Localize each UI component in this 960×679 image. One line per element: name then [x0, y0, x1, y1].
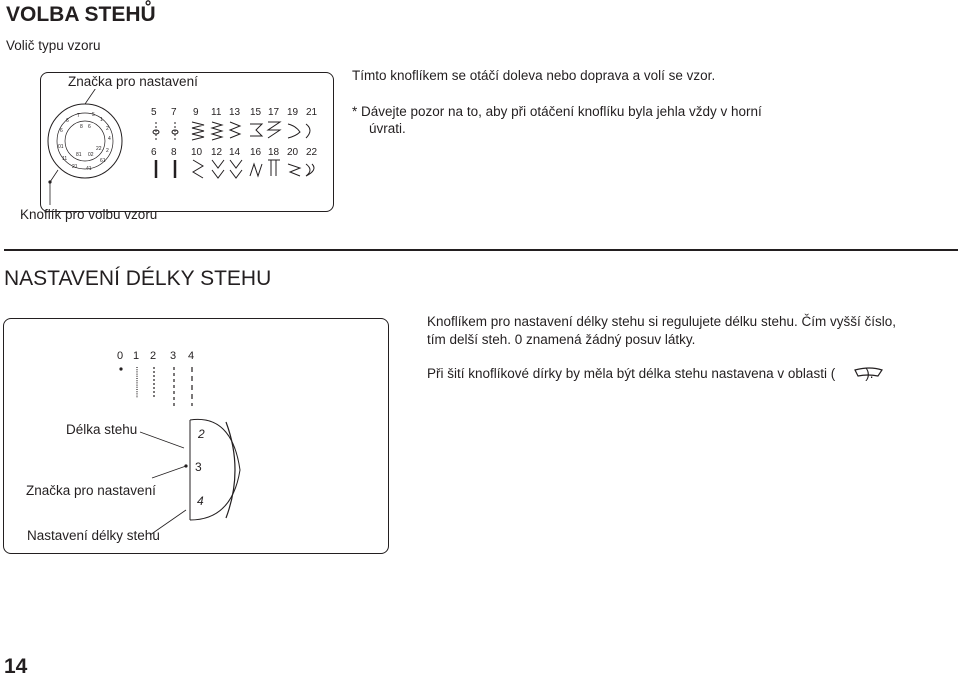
pattern-number-20: 20	[287, 147, 299, 158]
section-title-stitch-length: NASTAVENÍ DÉLKY STEHU	[4, 267, 272, 290]
svg-text:5: 5	[92, 112, 95, 118]
pattern-number-6: 6	[151, 147, 157, 158]
buttonhole-paragraph-text: Při šití knoflíkové dírky by měla být délka stehu nastavena v oblasti (	[427, 366, 836, 381]
pattern-number-22: 22	[306, 147, 318, 158]
svg-text:1: 1	[100, 117, 103, 123]
scale-number-4: 4	[188, 350, 195, 362]
dial-number-3: 3	[195, 460, 202, 474]
svg-text:2: 2	[106, 126, 109, 132]
svg-text:81: 81	[76, 152, 82, 158]
label-setting-mark: Značka pro nastavení	[68, 74, 198, 89]
label-stitch-length: Délka stehu	[66, 422, 138, 437]
pattern-number-9: 9	[193, 107, 199, 118]
pattern-number-10: 10	[191, 147, 203, 158]
scale-number-2: 2	[150, 350, 157, 362]
svg-text:21: 21	[72, 164, 78, 170]
needle-position-note: * Dávejte pozor na to, aby při otáčení knoflíku byla jehla vždy v horní	[352, 104, 762, 119]
label-pattern-knob: Knoflík pro volbu vzoru	[20, 207, 158, 222]
svg-text:4: 4	[108, 136, 111, 142]
pattern-number-16: 16	[250, 147, 262, 158]
dial-number-2: 2	[198, 427, 205, 441]
page-number: 14	[4, 655, 28, 678]
pattern-number-14: 14	[229, 147, 241, 158]
stitch-length-paragraph-line1: Knoflíkem pro nastavení délky stehu si regulujete délku stehu. Čím vyšší číslo,	[427, 314, 896, 329]
section-title-stitch-selection: VOLBA STEHŮ	[6, 3, 156, 26]
svg-text:2: 2	[106, 148, 109, 154]
svg-text:11: 11	[62, 156, 68, 162]
pattern-number-18: 18	[268, 147, 280, 158]
svg-text:8: 8	[80, 124, 83, 130]
pattern-number-8: 8	[171, 147, 177, 158]
pattern-number-7: 7	[171, 107, 177, 118]
pattern-number-17: 17	[268, 107, 280, 118]
pattern-number-13: 13	[229, 107, 241, 118]
section-divider	[4, 249, 958, 251]
svg-text:6: 6	[66, 118, 69, 124]
svg-text:61: 61	[100, 158, 106, 164]
buttonhole-paragraph	[427, 366, 873, 381]
svg-text:41: 41	[86, 166, 92, 172]
pattern-number-12: 12	[211, 147, 223, 158]
stitch-length-illustration-frame	[3, 318, 389, 554]
pattern-number-19: 19	[287, 107, 299, 118]
label-stitch-length-knob: Nastavení délky stehu	[27, 528, 160, 543]
svg-text:22: 22	[96, 146, 102, 152]
scale-number-3: 3	[170, 350, 177, 362]
pattern-number-21: 21	[306, 107, 318, 118]
pattern-number-15: 15	[250, 107, 262, 118]
pattern-knob-description: Tímto knoflíkem se otáčí doleva nebo doprava a volí se vzor.	[352, 68, 716, 83]
scale-number-1: 1	[133, 350, 140, 362]
label-setting-mark-length: Značka pro nastavení	[26, 483, 156, 498]
needle-position-note-continued: úvrati.	[369, 121, 406, 136]
svg-text:6: 6	[88, 124, 91, 130]
svg-text:02: 02	[88, 152, 94, 158]
pattern-number-11: 11	[211, 107, 222, 118]
dial-number-4: 4	[197, 494, 204, 508]
svg-text:6: 6	[60, 128, 63, 134]
pattern-number-5: 5	[151, 107, 157, 118]
scale-number-0: 0	[117, 350, 124, 362]
buttonhole-paragraph-end: ).	[865, 366, 874, 381]
svg-text:7: 7	[77, 113, 80, 119]
stitch-length-paragraph-line2: tím delší steh. 0 znamená žádný posuv látky.	[427, 332, 696, 347]
svg-text:01: 01	[58, 144, 64, 150]
section-subtitle-pattern-selector: Volič typu vzoru	[6, 38, 101, 53]
